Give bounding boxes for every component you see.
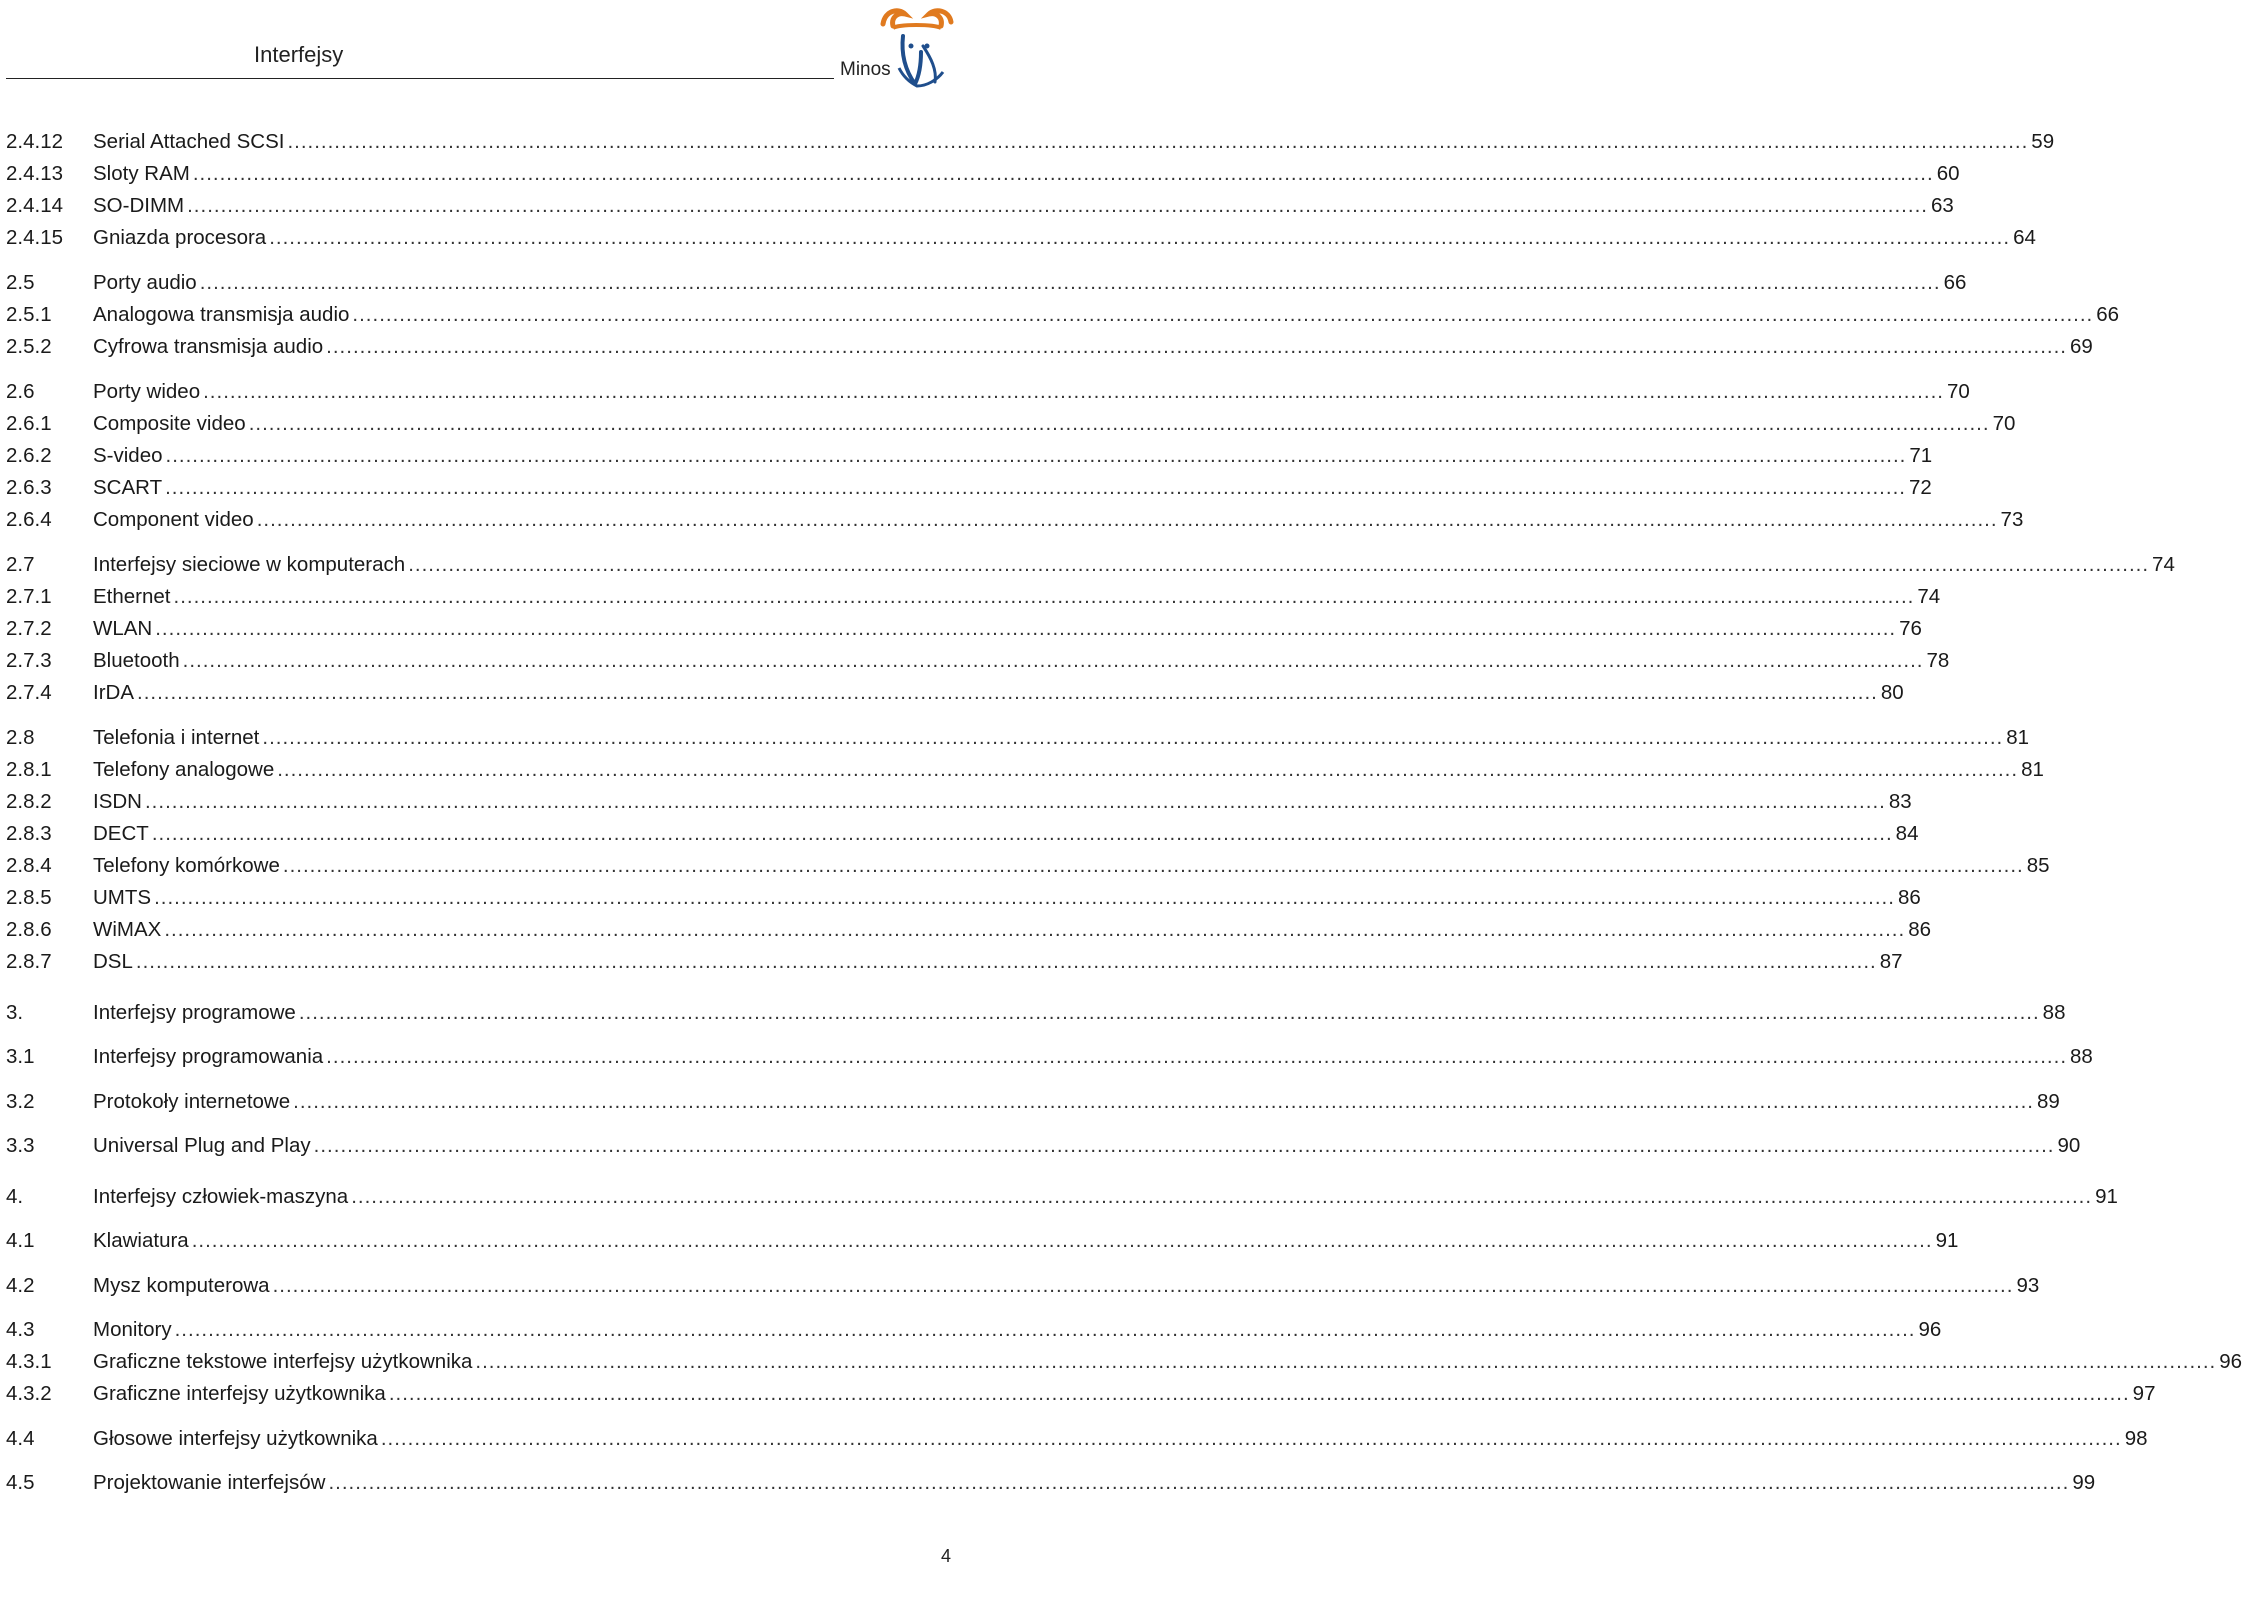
toc-entry-number: 2.5.2 [6, 335, 52, 358]
toc-entry[interactable] [6, 1425, 2148, 1453]
toc-entry[interactable] [6, 192, 1954, 220]
toc-entry-number: 2.8.3 [6, 822, 52, 845]
toc-entry[interactable] [6, 1348, 2242, 1376]
toc-dot-leader: .................................................................................................................................................................................................................................................................... [380, 1427, 2122, 1450]
toc-entry-page: 59 [2031, 130, 2055, 153]
toc-dot-leader: .................................................................................................................................................................................................................................................................... [144, 790, 1886, 813]
toc-entry-title: Telefony komórkowe [93, 854, 280, 877]
toc-entry-page: 88 [2042, 1001, 2066, 1024]
toc-entry[interactable] [6, 1132, 2081, 1160]
toc-entry-number: 4.2 [6, 1274, 35, 1297]
brand-name: Minos [840, 59, 891, 80]
toc-entry-page: 91 [2095, 1185, 2118, 1208]
toc-entry-title: Cyfrowa transmisja audio [93, 335, 324, 358]
toc-entry-title: Interfejsy sieciowe w komputerach [93, 553, 406, 576]
toc-entry-number: 2.8.7 [6, 950, 52, 973]
toc-entry-title: Klawiatura [93, 1229, 189, 1252]
toc-dot-leader: .................................................................................................................................................................................................................................................................... [174, 1318, 1916, 1341]
toc-entry[interactable] [6, 474, 1932, 502]
toc-entry-number: 2.7.1 [6, 585, 52, 608]
toc-entry-number: 2.8.5 [6, 886, 52, 909]
toc-dot-leader: .................................................................................................................................................................................................................................................................... [135, 950, 1877, 973]
toc-entry-title: Monitory [93, 1318, 172, 1341]
toc-dot-leader: .................................................................................................................................................................................................................................................................... [282, 854, 2024, 877]
toc-entry[interactable] [6, 583, 1941, 611]
toc-dot-leader: .................................................................................................................................................................................................................................................................... [326, 1045, 2068, 1068]
toc-entry-page: 78 [1926, 649, 1950, 672]
toc-entry-page: 90 [2057, 1134, 2081, 1157]
toc-entry-page: 81 [2006, 726, 2030, 749]
toc-entry-page: 66 [2096, 303, 2120, 326]
toc-dot-leader: .................................................................................................................................................................................................................................................................... [192, 162, 1934, 185]
toc-entry-number: 2.8.4 [6, 854, 52, 877]
toc-entry-number: 4.1 [6, 1229, 35, 1252]
toc-entry-title: Graficzne tekstowe interfejsy użytkownika [93, 1350, 473, 1373]
toc-dot-leader: .................................................................................................................................................................................................................................................................... [352, 303, 2094, 326]
toc-entry-title: SO-DIMM [93, 194, 185, 217]
toc-entry-number: 2.4.13 [6, 162, 63, 185]
toc-entry-title: Gniazda procesora [93, 226, 267, 249]
toc-dot-leader: .................................................................................................................................................................................................................................................................... [191, 1229, 1933, 1252]
toc-entry-number: 3.2 [6, 1090, 35, 1113]
toc-dot-leader: .................................................................................................................................................................................................................................................................... [313, 1134, 2055, 1157]
toc-entry-page: 96 [1918, 1318, 1942, 1341]
toc-entry[interactable] [6, 756, 2044, 784]
toc-entry-page: 73 [2000, 508, 2024, 531]
toc-entry-number: 3.1 [6, 1045, 35, 1068]
toc-entry-number: 2.8.2 [6, 790, 52, 813]
toc-entry[interactable] [6, 224, 2036, 252]
toc-entry-title: Analogowa transmisja audio [93, 303, 350, 326]
toc-entry[interactable] [6, 999, 2066, 1027]
toc-entry[interactable] [6, 301, 2120, 329]
toc-entry-number: 2.6.3 [6, 476, 52, 499]
toc-entry-page: 97 [2132, 1382, 2156, 1405]
toc-entry-number: 2.4.12 [6, 130, 63, 153]
toc-entry-title: Interfejsy programowe [93, 1001, 296, 1024]
toc-entry-page: 89 [2037, 1090, 2060, 1113]
toc-entry-page: 63 [1930, 194, 1954, 217]
toc-entry[interactable] [6, 615, 1922, 643]
toc-entry[interactable] [6, 948, 1903, 976]
page-number: 4 [941, 1546, 952, 1566]
toc-dot-leader: .................................................................................................................................................................................................................................................................... [408, 553, 2150, 576]
toc-entry-page: 83 [1888, 790, 1912, 813]
toc-entry-page: 86 [1908, 918, 1931, 941]
toc-entry-number: 2.8 [6, 726, 35, 749]
toc-entry-number: 2.4.15 [6, 226, 63, 249]
toc-entry-title: Głosowe interfejsy użytkownika [93, 1427, 378, 1450]
toc-entry-page: 70 [1946, 380, 1970, 403]
toc-entry-page: 93 [2016, 1274, 2040, 1297]
toc-entry[interactable] [6, 1183, 2118, 1211]
toc-entry[interactable] [6, 1380, 2156, 1408]
toc-entry-title: Interfejsy człowiek-maszyna [93, 1185, 349, 1208]
toc-entry-title: Mysz komputerowa [93, 1274, 270, 1297]
toc-entry-title: ISDN [93, 790, 142, 813]
toc-entry-number: 4.3.1 [6, 1350, 52, 1373]
toc-entry[interactable] [6, 884, 1921, 912]
header-title: Interfejsy [254, 42, 344, 67]
toc-entry-title: Telefony analogowe [93, 758, 275, 781]
toc-entry-page: 69 [2070, 335, 2093, 358]
toc-entry-title: Sloty RAM [93, 162, 190, 185]
toc-dot-leader: .................................................................................................................................................................................................................................................................... [388, 1382, 2130, 1405]
toc-entry[interactable] [6, 410, 2016, 438]
toc-entry-title: Interfejsy programowania [93, 1045, 324, 1068]
toc-entry[interactable] [6, 442, 1933, 470]
toc-entry-title: DECT [93, 822, 149, 845]
toc-entry[interactable] [6, 1272, 2040, 1300]
toc-entry-number: 2.8.6 [6, 918, 52, 941]
toc-dot-leader: .................................................................................................................................................................................................................................................................... [154, 886, 1895, 909]
toc-entry-title: Serial Attached SCSI [93, 130, 285, 153]
toc-entry[interactable] [6, 1469, 2096, 1497]
toc-entry-title: S-video [93, 444, 163, 467]
toc-entry-number: 4.5 [6, 1471, 35, 1494]
toc-dot-leader: .................................................................................................................................................................................................................................................................... [351, 1185, 2093, 1208]
toc-dot-leader: .................................................................................................................................................................................................................................................................... [187, 194, 1928, 217]
toc-entry-page: 70 [1992, 412, 2016, 435]
toc-dot-leader: .................................................................................................................................................................................................................................................................... [287, 130, 2029, 153]
toc-entry-number: 2.5 [6, 271, 35, 294]
toc-dot-leader: .................................................................................................................................................................................................................................................................... [475, 1350, 2217, 1373]
toc-dot-leader: .................................................................................................................................................................................................................................................................... [173, 585, 1915, 608]
toc-dot-leader: .................................................................................................................................................................................................................................................................... [248, 412, 1990, 435]
toc-dot-leader: .................................................................................................................................................................................................................................................................... [272, 1274, 2014, 1297]
toc-dot-leader: .................................................................................................................................................................................................................................................................... [262, 726, 2004, 749]
toc-dot-leader: .................................................................................................................................................................................................................................................................... [269, 226, 2011, 249]
toc-dot-leader: .................................................................................................................................................................................................................................................................... [293, 1090, 2034, 1113]
toc-entry-page: 84 [1895, 822, 1919, 845]
toc-dot-leader: .................................................................................................................................................................................................................................................................... [256, 508, 1998, 531]
toc-entry[interactable] [6, 1088, 2060, 1116]
toc-entry-page: 91 [1935, 1229, 1959, 1252]
toc-entry-page: 72 [1908, 476, 1932, 499]
toc-entry[interactable] [6, 1316, 1942, 1344]
toc-entry-number: 3. [6, 1001, 24, 1024]
toc-entry-title: UMTS [93, 886, 152, 909]
toc-dot-leader: .................................................................................................................................................................................................................................................................... [203, 380, 1944, 403]
minos-bull-logo-icon [877, 6, 957, 88]
toc-entry-page: 88 [2070, 1045, 2093, 1068]
toc-dot-leader: .................................................................................................................................................................................................................................................................... [164, 918, 1906, 941]
toc-entry-title: IrDA [93, 681, 134, 704]
toc-dot-leader: .................................................................................................................................................................................................................................................................... [326, 335, 2068, 358]
toc-entry[interactable] [6, 788, 1912, 816]
toc-entry-title: Bluetooth [93, 649, 180, 672]
toc-entry-number: 4.4 [6, 1427, 35, 1450]
toc-entry[interactable] [6, 647, 1950, 675]
toc-dot-leader: .................................................................................................................................................................................................................................................................... [199, 271, 1941, 294]
toc-dot-leader: .................................................................................................................................................................................................................................................................... [298, 1001, 2040, 1024]
toc-entry-title: DSL [93, 950, 133, 973]
toc-entry[interactable] [6, 333, 2093, 361]
toc-entry-page: 74 [1917, 585, 1941, 608]
toc-dot-leader: .................................................................................................................................................................................................................................................................... [277, 758, 2019, 781]
toc-entry-page: 80 [1880, 681, 1904, 704]
toc-entry-title: Telefonia i internet [93, 726, 260, 749]
toc-entry[interactable] [6, 551, 2175, 579]
toc-dot-leader: .................................................................................................................................................................................................................................................................... [328, 1471, 2070, 1494]
toc-entry[interactable] [6, 506, 2024, 534]
toc-entry-number: 4.3 [6, 1318, 35, 1341]
toc-entry-number: 2.5.1 [6, 303, 52, 326]
toc-entry-title: WiMAX [93, 918, 162, 941]
toc-entry-page: 71 [1909, 444, 1933, 467]
toc-entry-title: Component video [93, 508, 254, 531]
toc-dot-leader: .................................................................................................................................................................................................................................................................... [151, 822, 1893, 845]
toc-entry[interactable] [6, 128, 2055, 156]
toc-entry[interactable] [6, 1043, 2093, 1071]
toc-entry-page: 96 [2219, 1350, 2242, 1373]
toc-entry-number: 2.6.1 [6, 412, 52, 435]
toc-dot-leader: .................................................................................................................................................................................................................................................................... [165, 444, 1907, 467]
toc-entry[interactable] [6, 852, 2050, 880]
toc-entry[interactable] [6, 269, 1967, 297]
toc-entry-page: 64 [2013, 226, 2036, 249]
toc-entry-page: 98 [2124, 1427, 2148, 1450]
toc-entry-number: 2.6.4 [6, 508, 52, 531]
toc-dot-leader: .................................................................................................................................................................................................................................................................... [165, 476, 1906, 499]
toc-entry-page: 74 [2152, 553, 2175, 576]
toc-entry-page: 99 [2072, 1471, 2096, 1494]
toc-entry[interactable] [6, 724, 2030, 752]
toc-entry-number: 2.6 [6, 380, 35, 403]
toc-entry-number: 2.7.4 [6, 681, 52, 704]
toc-entry[interactable] [6, 679, 1904, 707]
toc-entry[interactable] [6, 1227, 1959, 1255]
toc-entry-title: Projektowanie interfejsów [93, 1471, 326, 1494]
toc-entry-page: 60 [1936, 162, 1960, 185]
toc-entry-title: Ethernet [93, 585, 171, 608]
toc-entry-title: Composite video [93, 412, 246, 435]
toc-entry-number: 2.7 [6, 553, 35, 576]
toc-entry-number: 4. [6, 1185, 24, 1208]
toc-entry-page: 66 [1943, 271, 1967, 294]
toc-entry-page: 76 [1899, 617, 1922, 640]
toc-entry-number: 2.8.1 [6, 758, 52, 781]
toc-entry-title: Porty wideo [93, 380, 201, 403]
toc-entry-title: WLAN [93, 617, 153, 640]
toc-entry-title: SCART [93, 476, 163, 499]
toc-dot-leader: .................................................................................................................................................................................................................................................................... [182, 649, 1924, 672]
toc-dot-leader: .................................................................................................................................................................................................................................................................... [137, 681, 1878, 704]
toc-entry-number: 3.3 [6, 1134, 35, 1157]
toc-entry-number: 2.7.3 [6, 649, 52, 672]
toc-entry[interactable] [6, 378, 1970, 406]
toc-entry-page: 86 [1897, 886, 1921, 909]
toc-entry-number: 2.4.14 [6, 194, 63, 217]
toc-entry-page: 87 [1879, 950, 1903, 973]
header-divider [6, 78, 834, 79]
toc-entry[interactable] [6, 820, 1919, 848]
toc-dot-leader: .................................................................................................................................................................................................................................................................... [155, 617, 1897, 640]
toc-entry[interactable] [6, 160, 1960, 188]
toc-entry-title: Porty audio [93, 271, 197, 294]
toc-entry-page: 85 [2026, 854, 2050, 877]
toc-entry-number: 4.3.2 [6, 1382, 52, 1405]
toc-entry-title: Universal Plug and Play [93, 1134, 311, 1157]
toc-entry-number: 2.7.2 [6, 617, 52, 640]
toc-entry-page: 81 [2021, 758, 2044, 781]
toc-entry-number: 2.6.2 [6, 444, 52, 467]
toc-entry[interactable] [6, 916, 1931, 944]
toc-entry-title: Graficzne interfejsy użytkownika [93, 1382, 386, 1405]
toc-entry-title: Protokoły internetowe [93, 1090, 291, 1113]
